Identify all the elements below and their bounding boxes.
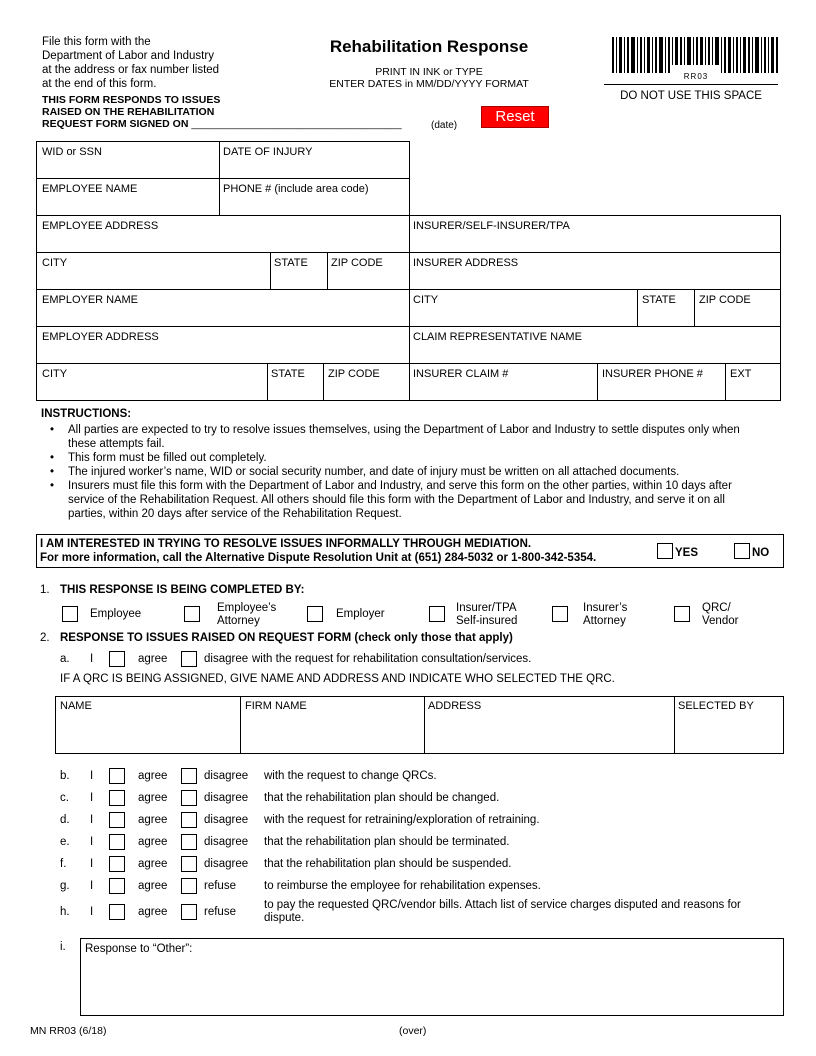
wid-field[interactable]: WID or SSN: [42, 146, 102, 158]
completed-by-employer-checkbox[interactable]: [307, 606, 323, 622]
item-letter: e.: [60, 836, 70, 848]
item-agree-checkbox[interactable]: [109, 812, 125, 828]
instruction-line: • Insurers must file this form with the Department of Labor and Industry, and serve this form on the other parties, within 10 days after: [68, 480, 732, 492]
item-agree-checkbox[interactable]: [109, 878, 125, 894]
instructions-list: [66, 423, 778, 521]
date-of-injury-field[interactable]: DATE OF INJURY: [223, 146, 313, 158]
claim-rep-field[interactable]: CLAIM REPRESENTATIVE NAME: [413, 331, 582, 343]
barcode-text: RR03: [683, 72, 709, 81]
instruction-line: these attempts fail.: [68, 438, 165, 450]
option-line: Attorney: [583, 615, 626, 627]
file-instructions-line: at the address or fax number listed: [42, 64, 220, 76]
completed-by-employee-attorney-checkbox[interactable]: [184, 606, 200, 622]
responds-to-block: [42, 94, 402, 130]
employee-city-field[interactable]: CITY: [42, 257, 68, 269]
option-line: Insurer’s: [583, 602, 628, 614]
completed-by-employer-label: Employer: [336, 608, 385, 620]
completed-by-employee-checkbox[interactable]: [62, 606, 78, 622]
mediation-line1: I AM INTERESTED IN TRYING TO RESOLVE ISSUES INFORMALLY THROUGH MEDIATION.: [40, 538, 532, 550]
item-disagree-label: disagree: [204, 792, 249, 804]
instructions-heading: INSTRUCTIONS:: [41, 408, 132, 420]
section1-heading: THIS RESPONSE IS BEING COMPLETED BY:: [60, 584, 305, 596]
instruction-line: • This form must be filled out completely.: [68, 452, 267, 464]
completed-by-qrc-label: [702, 602, 738, 628]
item-text-line: with the request to change QRCs.: [264, 770, 437, 782]
item-letter: d.: [60, 814, 70, 826]
item-refuse-checkbox[interactable]: [181, 904, 197, 920]
employer-city-field[interactable]: CITY: [42, 368, 68, 380]
item-letter: h.: [60, 906, 70, 918]
insurer-state-field[interactable]: STATE: [642, 294, 676, 306]
item-text: [264, 814, 540, 827]
item-a-text: with the request for rehabilitation consultation/services.: [252, 653, 532, 665]
print-note: PRINT IN INK or TYPE: [375, 66, 483, 78]
item-text-line: that the rehabilitation plan should be changed.: [264, 792, 500, 804]
item-text-line: dispute.: [264, 912, 305, 924]
list-item: [66, 451, 778, 465]
item-agree-label: agree: [138, 770, 168, 782]
item-agree-checkbox[interactable]: [109, 834, 125, 850]
item-letter: f.: [60, 858, 67, 870]
item-agree-label: agree: [138, 906, 168, 918]
item-text: [264, 899, 741, 925]
mediation-no-checkbox[interactable]: [734, 543, 750, 559]
form-id: MN RR03 (6/18): [30, 1025, 107, 1037]
qrc-address-field[interactable]: ADDRESS: [428, 700, 482, 712]
mediation-line2: For more information, call the Alternative Dispute Resolution Unit at (651) 284-5032 or 1-800-342-5354.: [40, 552, 597, 564]
insurer-phone-field[interactable]: INSURER PHONE #: [602, 368, 703, 380]
qrc-firm-field[interactable]: FIRM NAME: [245, 700, 307, 712]
list-item: [66, 465, 778, 479]
instruction-line: parties, within 20 days after service of the Rehabilitation Request.: [68, 508, 402, 520]
completed-by-insurer-checkbox[interactable]: [429, 606, 445, 622]
file-instructions-line: File this form with the: [42, 36, 151, 48]
over-note: (over): [399, 1025, 427, 1037]
responds-line: THIS FORM RESPONDS TO ISSUES: [42, 94, 221, 106]
employee-zip-field[interactable]: ZIP CODE: [331, 257, 383, 269]
item-agree-label: agree: [138, 858, 168, 870]
item-i: I: [90, 880, 94, 892]
mediation-no-label: NO: [752, 547, 770, 559]
employee-address-field[interactable]: EMPLOYEE ADDRESS: [42, 220, 159, 232]
page-title: Rehabilitation Response: [329, 37, 529, 56]
list-item: [66, 479, 778, 521]
do-not-use-note: DO NOT USE THIS SPACE: [620, 90, 762, 102]
item-i-letter: i.: [60, 941, 66, 953]
signed-on-date-field[interactable]: ____________________________________: [191, 118, 402, 130]
completed-by-employee-attorney-label: [217, 602, 276, 628]
item-disagree-checkbox[interactable]: [181, 812, 197, 828]
completed-by-insurer-attorney-label: [583, 602, 627, 628]
employer-name-field[interactable]: EMPLOYER NAME: [42, 294, 138, 306]
item-i: I: [90, 858, 94, 870]
option-line: Self-insured: [456, 615, 518, 627]
item-letter: b.: [60, 770, 70, 782]
item-agree-checkbox[interactable]: [109, 790, 125, 806]
item-disagree-checkbox[interactable]: [181, 834, 197, 850]
item-refuse-checkbox[interactable]: [181, 878, 197, 894]
completed-by-insurer-attorney-checkbox[interactable]: [552, 606, 568, 622]
employer-state-field[interactable]: STATE: [271, 368, 305, 380]
insurer-zip-field[interactable]: ZIP CODE: [699, 294, 751, 306]
claim-number-field[interactable]: INSURER CLAIM #: [413, 368, 509, 380]
item-refuse-label: refuse: [204, 880, 236, 892]
item-refuse-label: refuse: [204, 906, 236, 918]
item-text: [264, 880, 541, 893]
item-agree-label: agree: [138, 880, 168, 892]
item-i: I: [90, 770, 94, 782]
item-disagree-label: disagree: [204, 814, 249, 826]
insurer-address-field[interactable]: INSURER ADDRESS: [413, 257, 519, 269]
item-text: [264, 858, 511, 871]
instruction-line: • The injured worker’s name, WID or social security number, and date of injury must be written on all attached documents.: [68, 466, 680, 478]
item-text: [264, 770, 437, 783]
item-a-letter: a.: [60, 653, 70, 665]
item-text-line: to reimburse the employee for rehabilitation expenses.: [264, 880, 541, 892]
option-line: Insurer/TPA: [456, 602, 517, 614]
item-agree-checkbox[interactable]: [109, 856, 125, 872]
item-agree-label: agree: [138, 836, 168, 848]
responds-line: RAISED ON THE REHABILITATION: [42, 106, 215, 118]
item-disagree-checkbox[interactable]: [181, 790, 197, 806]
option-line: Attorney: [217, 615, 260, 627]
item-agree-checkbox[interactable]: [109, 904, 125, 920]
item-letter: c.: [60, 792, 69, 804]
section1-number: 1.: [40, 584, 50, 596]
mediation-yes-label: YES: [675, 547, 699, 559]
option-line: Vendor: [702, 615, 739, 627]
completed-by-qrc-checkbox[interactable]: [674, 606, 690, 622]
item-text: [264, 792, 499, 805]
barcode-icon: [612, 37, 780, 73]
reset-button[interactable]: Reset: [481, 106, 549, 128]
item-agree-label: agree: [138, 792, 168, 804]
employee-name-field[interactable]: EMPLOYEE NAME: [42, 183, 138, 195]
responds-line: REQUEST FORM SIGNED ON: [42, 118, 189, 130]
item-text-line: to pay the requested QRC/vendor bills. Attach list of service charges disputed and reasons for: [264, 899, 741, 911]
item-i: I: [90, 906, 94, 918]
item-disagree-label: disagree: [204, 858, 249, 870]
mediation-yes-checkbox[interactable]: [657, 543, 673, 559]
item-text-line: that the rehabilitation plan should be terminated.: [264, 836, 510, 848]
list-item: [66, 423, 778, 451]
item-a-agree-label: agree: [138, 653, 168, 665]
qrc-note: IF A QRC IS BEING ASSIGNED, GIVE NAME AND ADDRESS AND INDICATE WHO SELECTED THE QRC.: [60, 673, 615, 685]
item-i: I: [90, 836, 94, 848]
item-letter: g.: [60, 880, 70, 892]
item-i: I: [90, 814, 94, 826]
item-agree-checkbox[interactable]: [109, 768, 125, 784]
option-line: QRC/: [702, 602, 731, 614]
insurer-city-field[interactable]: CITY: [413, 294, 439, 306]
item-a-agree-checkbox[interactable]: [109, 651, 125, 667]
qrc-name-field[interactable]: NAME: [60, 700, 92, 712]
file-instructions-line: at the end of this form.: [42, 78, 157, 90]
item-agree-label: agree: [138, 814, 168, 826]
qrc-selected-by-field[interactable]: SELECTED BY: [678, 700, 754, 712]
item-text-line: with the request for retraining/exploration of retraining.: [264, 814, 540, 826]
item-disagree-checkbox[interactable]: [181, 768, 197, 784]
section2-number: 2.: [40, 632, 50, 644]
instruction-line: service of the Rehabilitation Request. All others should file this form with the Department of Labor and Industry, and serve it on all: [68, 494, 725, 506]
completed-by-insurer-label: [456, 602, 517, 628]
completed-by-employee-label: Employee: [90, 608, 142, 620]
file-instructions: [42, 35, 219, 91]
phone-field[interactable]: PHONE # (include area code): [223, 183, 369, 195]
date-format-note: ENTER DATES in MM/DD/YYYY FORMAT: [329, 78, 529, 90]
item-i: I: [90, 792, 94, 804]
option-line: Employee’s: [217, 602, 277, 614]
item-a-disagree-label: disagree: [204, 653, 249, 665]
item-a-i: I: [90, 653, 94, 665]
instruction-line: • All parties are expected to try to resolve issues themselves, using the Department of Labor and Industry to settle disputes only when: [68, 424, 740, 436]
item-disagree-checkbox[interactable]: [181, 856, 197, 872]
item-disagree-label: disagree: [204, 770, 249, 782]
other-response-label: Response to “Other”:: [85, 943, 193, 955]
employer-zip-field[interactable]: ZIP CODE: [328, 368, 380, 380]
employer-address-field[interactable]: EMPLOYER ADDRESS: [42, 331, 159, 343]
employee-state-field[interactable]: STATE: [274, 257, 308, 269]
file-instructions-line: Department of Labor and Industry: [42, 50, 214, 62]
item-text-line: that the rehabilitation plan should be suspended.: [264, 858, 512, 870]
item-text: [264, 836, 510, 849]
ext-field[interactable]: EXT: [730, 368, 752, 380]
item-disagree-label: disagree: [204, 836, 249, 848]
date-hint: (date): [431, 120, 458, 131]
insurer-field[interactable]: INSURER/SELF-INSURER/TPA: [413, 220, 570, 232]
item-a-disagree-checkbox[interactable]: [181, 651, 197, 667]
section2-heading: RESPONSE TO ISSUES RAISED ON REQUEST FORM (check only those that apply): [60, 632, 513, 644]
